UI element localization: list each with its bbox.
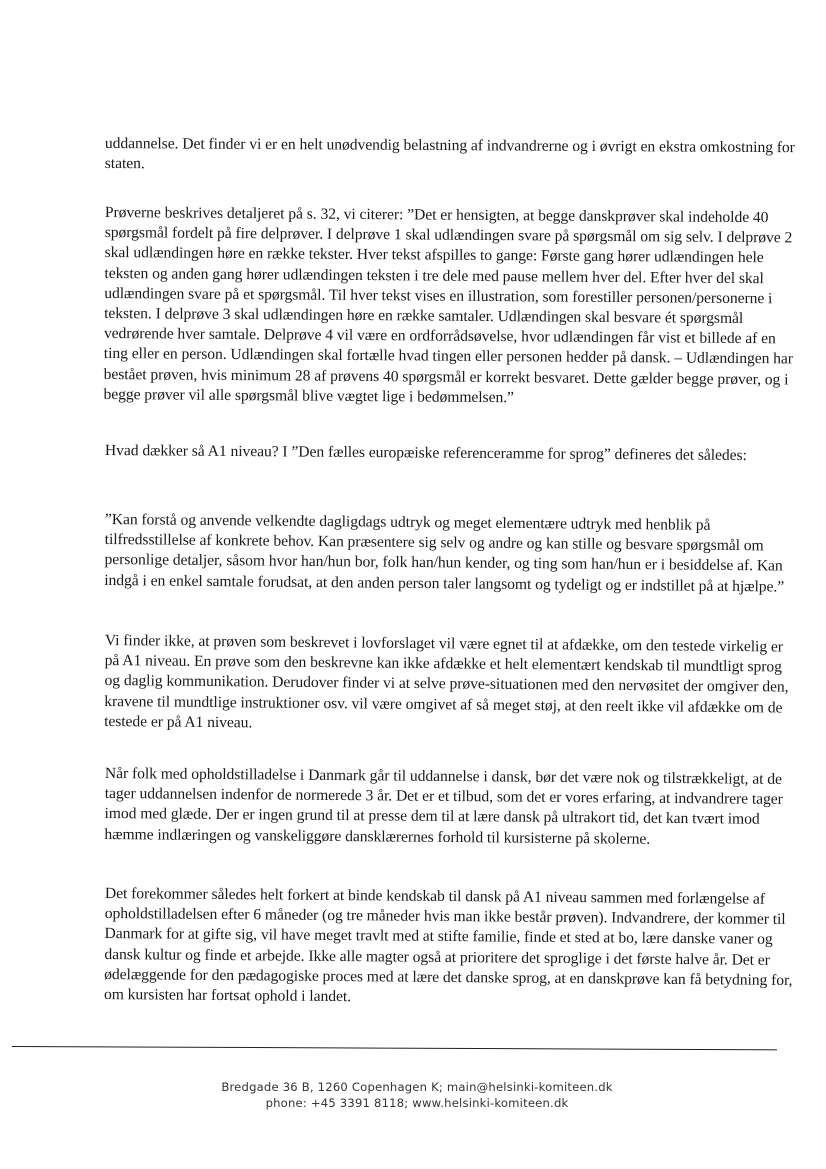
footer-divider [12,1046,777,1050]
paragraph-4-quote: ”Kan forstå og anvende velkendte dagligdags udtryk og meget elementære udtryk med henblik på tilfredsstillelse af konkrete behov. Kan præsentere sig selv og andre og kan stille og besvare spørgsmål om personlige detaljer, såsom hvor han/hun bor, folk han/hun kender, og ting som han/hun er i besiddelse af. Kan indgå i en enkel samtale forudsat, at den anden person taler langsomt og tydeligt og er indstillet på at hjælpe.” [104,510,785,596]
footer-contact: phone: +45 3391 8118; www.helsinki-komiteen.dk [265,1096,569,1110]
paragraph-2: Prøverne beskrives detaljeret på s. 32, vi citerer: ”Det er hensigten, at begge danskprøver skal indeholde 40 spørgsmål fordelt på fire delprøver. I delprøve 1 skal udlændingen svare på spørgsmål om sig selv. I delprøve 2 skal udlændingen høre en række tekster. Hver tekst afspilles to gange: Første gang hører udlændingen hele teksten og anden gang hører udlændingen teksten i tre dele med pause mellem hver del. Efter hver del skal udlændingen svare på et spørgsmål. Til hver tekst vises en illustration, som forestiller personen/personerne i teksten. I delprøve 3 skal udlændingen høre en række samtaler. Udlændingen skal besvare ét spørgsmål vedrørende hver samtale. Delprøve 4 vil være en ordforrådsøvelse, hvor udlændingen får vist et billede af en ting eller en person. Udlændingen skal fortælle hvad tingen eller personen hedder på dansk. – Udlændingen har bestået prøven, hvis minimum 28 af prøvens 40 spørgsmål er korrekt besvaret. Dette gælder begge prøver, og i begge prøver vil alle spørgsmål blive vægtet lige i bedømmelsen.” [103,203,794,407]
paragraph-1: uddannelse. Det finder vi er en helt unødvendig belastning af indvandrerne og i øvrigt en ekstra omkostning for staten. [104,134,795,173]
paragraph-7: Det forekommer således helt forkert at binde kendskab til dansk på A1 niveau sammen med forlængelse af opholdstilladelsen efter 6 måneder (og tre måneder hvis man ikke består prøven). Indvandrere, der kommer til Danmark for at gifte sig, vil have meget travlt med at stifte familie, finde et sted at bo, lære danske vaner og dansk kultur og finde et arbejde. Ikke alle magter også at prioritere det sproglige i det første halve år. Det er ødelæggende for den pædagogiske proces med at lære det danske sprog, at en danskprøve kan få betydning for, om kursisten har fortsat ophold i landet. [103,884,793,1006]
paragraph-3: Hvad dækker så A1 niveau? I ”Den fælles europæiske referenceramme for sprog” defineres det således: [104,441,747,465]
footer-address: Bredgade 36 B, 1260 Copenhagen K; main@helsinki-komiteen.dk [221,1080,613,1094]
paragraph-6: Når folk med opholdstilladelse i Danmark går til uddannelse i dansk, bør det være nok og tilstrækkeligt, at de tager uddannelsen indenfor de normerede 3 år. Det er et tilbud, som det er vores erfaring, at indvandrere tager imod med glæde. Der er ingen grund til at presse dem til at lære dansk på ultrakort tid, det kan tvært imod hæmme indlæringen og vanskeliggøre dansklærernes forhold til kursisterne på skolerne. [104,764,783,848]
paragraph-5: Vi finder ikke, at prøven som beskrevet i lovforslaget vil være egnet til at afdække, om den testede virkelig er på A1 niveau. En prøve som den beskrevne kan ikke afdække et helt elementært kendskab til mundtligt sprog og daglig kommunikation. Derudover finder vi at selve prøve-situationen med den nervøsitet der omgiver den, kravene til mundtlige instruktioner osv. vil være omgivet af så meget støj, at den reelt ikke vil afdække om de testede er på A1 niveau. [104,631,789,732]
